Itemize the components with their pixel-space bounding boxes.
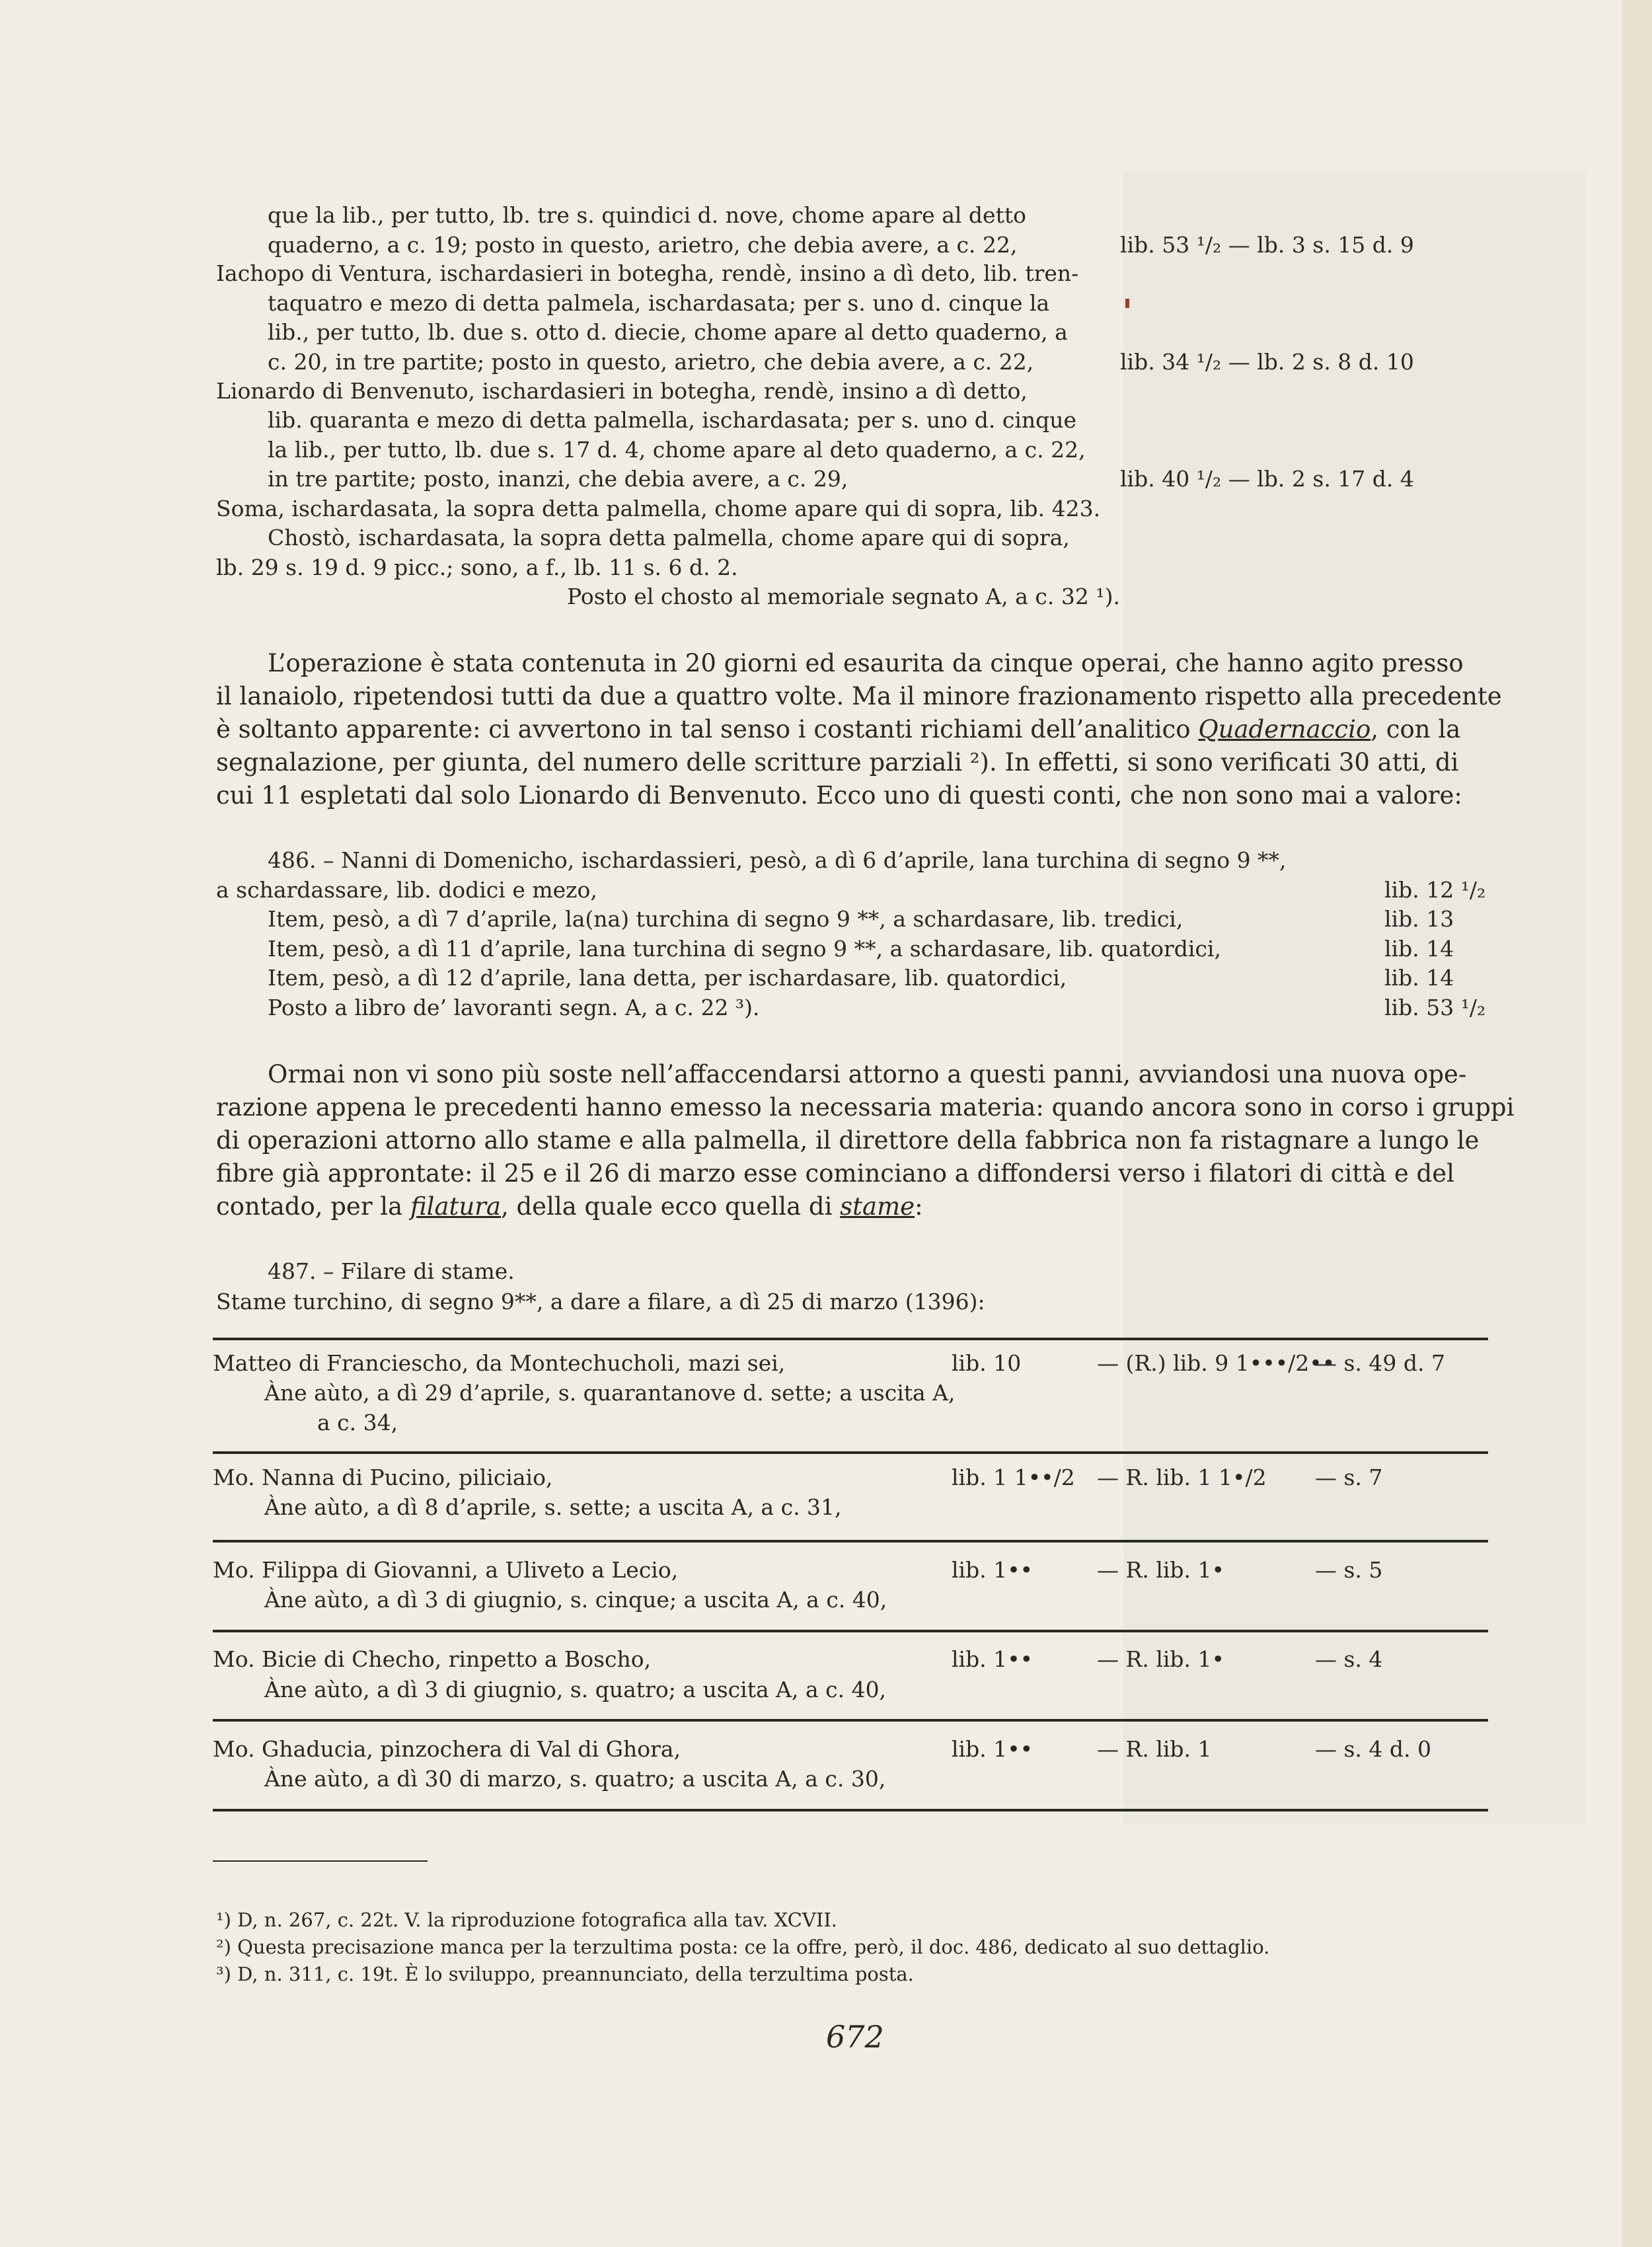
ledger-line: Posto el chosto al memoriale segnato A, a c. 32 ¹).	[567, 584, 1120, 609]
table-rule	[213, 1540, 1488, 1542]
returned-weight: — R. lib. 1•	[1097, 1646, 1224, 1672]
returned-weight: — R. lib. 1•	[1097, 1557, 1224, 1583]
payment: — s. 5	[1315, 1557, 1383, 1583]
ledger-line: taquatro e mezo di detta palmela, ischardasata; per s. uno d. cinque la	[268, 290, 1050, 316]
body-text-line: contado, per la filatura, della quale ecco quella di stame:	[216, 1192, 923, 1221]
ledger-line: Soma, ischardasata, la sopra detta palmella, chome apare qui di sopra, lib. 423.	[216, 496, 1101, 521]
footnote: ²) Questa precisazione manca per la terzultima posta: ce la offre, però, il doc. 486, dedicato al suo dettaglio.	[216, 1936, 1270, 1958]
payment: — s. 49 d. 7	[1315, 1350, 1445, 1376]
red-mark	[1125, 299, 1129, 308]
ledger-line: Chostò, ischardasata, la sopra detta palmella, chome apare qui di sopra,	[268, 525, 1070, 551]
payment-detail: Àne aùto, a dì 29 d’aprile, s. quarantanove d. sette; a uscita A,	[264, 1380, 956, 1406]
doc-486-line: Item, pesò, a dì 12 d’aprile, lana detta, per ischardasare, lib. quatordici,	[268, 965, 1067, 991]
footnote-separator	[213, 1860, 428, 1862]
ledger-line: Lionardo di Benvenuto, ischardasieri in botegha, rendè, insino a dì detto,	[216, 378, 1028, 404]
payment: — s. 4	[1315, 1646, 1383, 1672]
returned-weight: — R. lib. 1 1•/2	[1097, 1465, 1267, 1490]
body-text-line: razione appena le precedenti hanno emesso la necessaria materia: quando ancora sono in corso i gruppi	[216, 1093, 1515, 1122]
payment-detail: Àne aùto, a dì 8 d’aprile, s. sette; a uscita A, a c. 31,	[264, 1494, 842, 1520]
ledger-line: lb. 29 s. 19 d. 9 picc.; sono, a f., lb. 11 s. 6 d. 2.	[216, 554, 738, 580]
body-text-line: cui 11 espletati dal solo Lionardo di Benvenuto. Ecco uno di questi conti, che non sono mai a valore:	[216, 781, 1462, 810]
doc-486-amount: lib. 53 ¹/₂	[1384, 995, 1486, 1020]
table-rule	[213, 1630, 1488, 1632]
body-text-line: di operazioni attorno allo stame e alla palmella, il direttore della fabbrica non fa ristagnare a lungo le	[216, 1126, 1480, 1155]
doc-486-amount: lib. 13	[1384, 906, 1454, 932]
payment: — s. 4 d. 0	[1315, 1736, 1431, 1762]
doc-486-amount: lib. 14	[1384, 965, 1454, 991]
ledger-line: lib., per tutto, lb. due s. otto d. diecie, chome apare al detto quaderno, a	[268, 319, 1068, 345]
ledger-line: Iachopo di Ventura, ischardasieri in botegha, rendè, insino a dì deto, lib. tren-	[216, 260, 1079, 286]
stame-term: stame	[840, 1192, 915, 1221]
doc-486-line: Item, pesò, a dì 7 d’aprile, la(na) turchina di segno 9 **, a schardasare, lib. tredici,	[268, 906, 1183, 932]
payment-detail: a c. 34,	[317, 1410, 398, 1435]
body-text-line: è soltanto apparente: ci avvertono in tal senso i costanti richiami dell’analitico Quadernaccio, con la	[216, 715, 1461, 743]
ledger-line: lib. quaranta e mezo di detta palmella, ischardasata; per s. uno d. cinque	[268, 407, 1077, 433]
body-text-line: segnalazione, per giunta, del numero delle scritture parziali ²). In effetti, si sono verificati 30 atti, di	[216, 748, 1459, 777]
returned-weight: — (R.) lib. 9 1•••/2••	[1097, 1350, 1335, 1376]
filatura-term: filatura	[410, 1192, 501, 1221]
given-weight: lib. 10	[952, 1350, 1022, 1376]
table-rule	[213, 1719, 1488, 1722]
doc-486-line: a schardassare, lib. dodici e mezo,	[216, 877, 597, 903]
ledger-line: la lib., per tutto, lb. due s. 17 d. 4, chome apare al deto quaderno, a c. 22,	[268, 437, 1086, 463]
ledger-amount: lib. 34 ¹/₂ — lb. 2 s. 8 d. 10	[1120, 349, 1414, 375]
doc-486-amount: lib. 14	[1384, 936, 1454, 962]
quadernaccio-term: Quadernaccio	[1198, 715, 1371, 743]
spinner-name: Mo. Filippa di Giovanni, a Uliveto a Lecio,	[213, 1557, 679, 1583]
payment-detail: Àne aùto, a dì 30 di marzo, s. quatro; a uscita A, a c. 30,	[264, 1766, 886, 1792]
footnote: ¹) D, n. 267, c. 22t. V. la riproduzione fotografica alla tav. XCVII.	[216, 1909, 837, 1931]
spinner-name: Mo. Ghaducia, pinzochera di Val di Ghora,	[213, 1736, 681, 1762]
ledger-amount: lib. 53 ¹/₂ — lb. 3 s. 15 d. 9	[1120, 232, 1414, 258]
body-text-line: il lanaiolo, ripetendosi tutti da due a quattro volte. Ma il minore frazionamento rispetto alla precedente	[216, 682, 1502, 710]
returned-weight: — R. lib. 1	[1097, 1736, 1212, 1762]
page-number: 672	[826, 2019, 884, 2055]
given-weight: lib. 1 1••/2	[952, 1465, 1075, 1490]
ledger-line: c. 20, in tre partite; posto in questo, arietro, che debia avere, a c. 22,	[268, 349, 1034, 375]
footnote: ³) D, n. 311, c. 19t. È lo sviluppo, preannunciato, della terzultima posta.	[216, 1963, 914, 1985]
spinner-name: Mo. Bicie di Checho, rinpetto a Boscho,	[213, 1646, 652, 1672]
body-text-line: Ormai non vi sono più soste nell’affaccendarsi attorno a questi panni, avviandosi una nuova ope-	[268, 1060, 1467, 1088]
table-rule	[213, 1809, 1488, 1811]
ledger-line: in tre partite; posto, inanzi, che debia avere, a c. 29,	[268, 466, 848, 492]
table-rule	[213, 1451, 1488, 1454]
doc-486-line: Item, pesò, a dì 11 d’aprile, lana turchina di segno 9 **, a schardasare, lib. quatordici,	[268, 936, 1221, 962]
body-text-line: L’operazione è stata contenuta in 20 giorni ed esaurita da cinque operai, che hanno agito presso	[268, 649, 1464, 677]
given-weight: lib. 1••	[952, 1736, 1033, 1762]
doc-486-amount: lib. 12 ¹/₂	[1384, 877, 1486, 903]
doc-486-header: 486. – Nanni di Domenicho, ischardassieri, pesò, a dì 6 d’aprile, lana turchina di segno 9 **,	[268, 847, 1287, 873]
doc-487-header: 487. – Filare di stame.	[268, 1258, 515, 1284]
ledger-line: que la lib., per tutto, lb. tre s. quindici d. nove, chome apare al detto	[268, 202, 1026, 228]
spinner-name: Matteo di Franciescho, da Montechucholi, mazi sei,	[213, 1350, 786, 1376]
ledger-line: quaderno, a c. 19; posto in questo, arietro, che debia avere, a c. 22,	[268, 232, 1018, 258]
payment-detail: Àne aùto, a dì 3 di giugnio, s. cinque; a uscita A, a c. 40,	[264, 1587, 887, 1613]
given-weight: lib. 1••	[952, 1646, 1033, 1672]
doc-487-subheader: Stame turchino, di segno 9**, a dare a filare, a dì 25 di marzo (1396):	[216, 1289, 985, 1314]
ledger-amount: lib. 40 ¹/₂ — lb. 2 s. 17 d. 4	[1120, 466, 1414, 492]
doc-486-line: Posto a libro de’ lavoranti segn. A, a c. 22 ³).	[268, 995, 760, 1020]
table-rule	[213, 1338, 1488, 1340]
given-weight: lib. 1••	[952, 1557, 1033, 1583]
body-text-line: fibre già approntate: il 25 e il 26 di marzo esse cominciano a diffondersi verso i filatori di città e del	[216, 1159, 1454, 1188]
spinner-name: Mo. Nanna di Pucino, piliciaio,	[213, 1465, 553, 1490]
facing-page-edge	[1622, 0, 1652, 2247]
payment: — s. 7	[1315, 1465, 1383, 1490]
payment-detail: Àne aùto, a dì 3 di giugnio, s. quatro; a uscita A, a c. 40,	[264, 1677, 887, 1702]
